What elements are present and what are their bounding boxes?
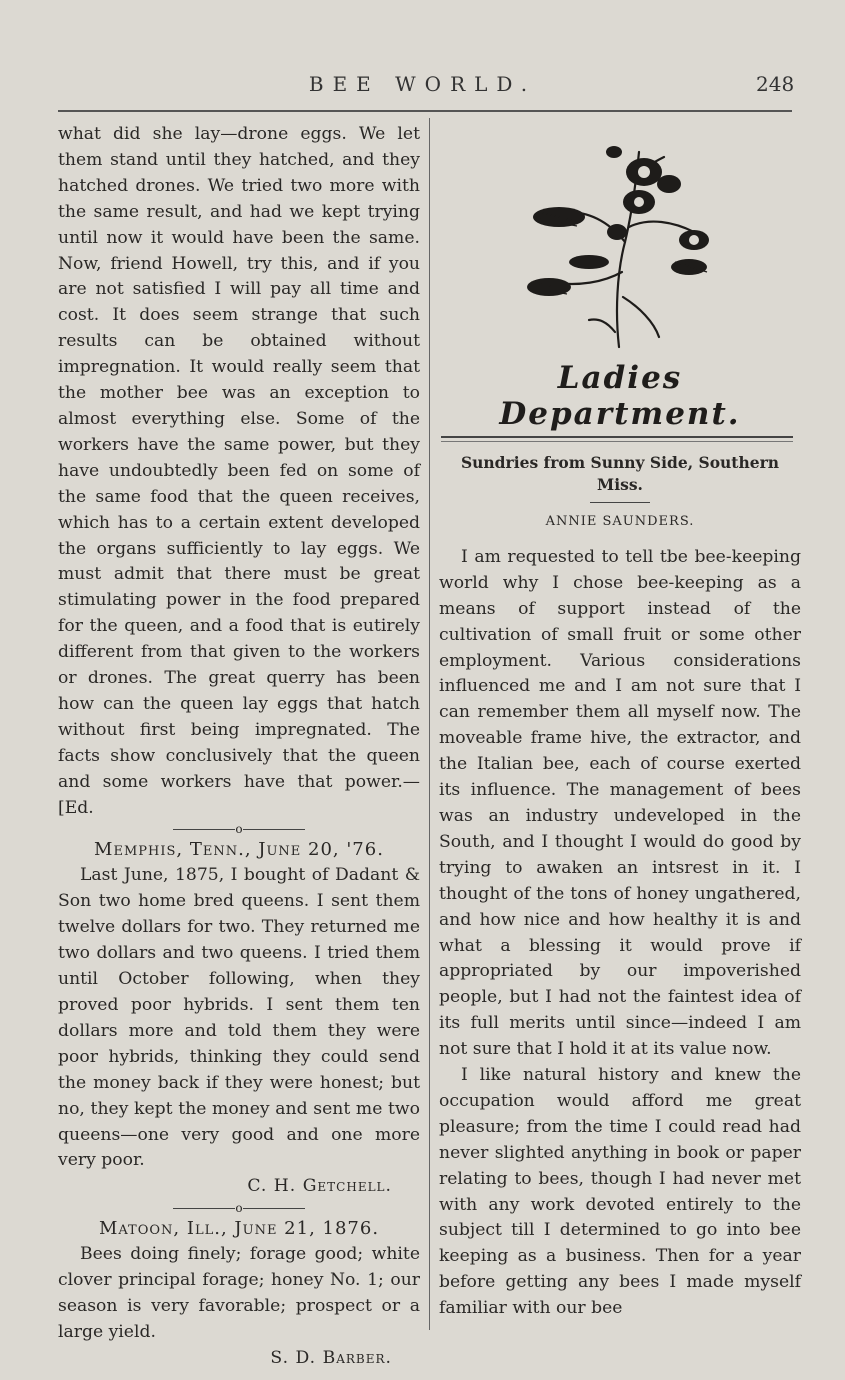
letter-signature: S. D. Barber.: [270, 1347, 392, 1368]
short-rule: [590, 502, 650, 503]
letter-body: Bees doing finely; forage good; white clover principal forage; honey No. 1; our season is very favorable; prospect or a large yield.: [58, 1244, 420, 1342]
department-title: Ladies Department.: [499, 360, 741, 432]
article-paragraph: I like natural history and knew the occupation would afford me great pleasure; from the time I could read had never slighted anything in book or paper relating to bees, though I had never met with any work devoted entirely to the subject till I determined to go into bee keeping as a business. Then for a year before getting any bees I made myself familiar with our bee: [439, 1065, 801, 1319]
editor-note: what did she lay—drone eggs. We let them stand until they hatched, and they hatched drones. We tried two more with the same result, and had we kept trying until now it would have been the same. Now, friend Howell, try this, and if you are not satisfied I will pay all time and cost. It does seem strange that such results can be obtained without impregnation. It would really seem that the mother bee was an exception to almost everything else. Some of the workers have the same power, but they have undoubtedly been fed on some of the same food that the queen receives, which has to a certain extent developed the organs sufficiently to lay eggs. We must admit that there must be great stimulating power in the food prepared for the queen, and a food that is eutirely different from that given to the workers or drones. The great querry has been how can the queen lay eggs that hatch without first being impregnated. The facts show conclusively that the queen and some workers have that power.—[Ed.: [58, 124, 420, 818]
letter-heading: Matoon, Ill., June 21, 1876.: [98, 1218, 380, 1240]
article-paragraph: I am requested to tell tbe bee-keeping world why I chose bee-keeping as a means of support instead of the cultivation of small fruit or some other employment. Various considerations influenced me and I am not sure that I can remember them all myself now. The moveable frame hive, the extractor, and the Italian bee, each of course exerted its influence. The management of bees was an industry undeveloped in the South, and I thought I would do good by trying to awaken an intsrest in it. I thought of the tons of honey ungathered, and how nice and how healthy it is and what a blessing it would prove if appropriated by our impoverished people, but I had not the faintest idea of its full merits until since—indeed I am not sure that I hold it at its value now.: [439, 546, 801, 1060]
article-subtitle: Sundries from Sunny Side, Southern Miss.: [460, 453, 780, 494]
right-column: [439, 122, 801, 1322]
running-head-title: BEE WORLD.: [308, 72, 537, 96]
letter-signature: C. H. Getchell.: [247, 1176, 392, 1197]
header-rule: [58, 110, 792, 112]
page-number: 248: [756, 72, 795, 96]
letter-body: Last June, 1875, I bought of Dadant & Son two home bred queens. I sent them twelve dollars for two. They returned me two dollars and two queens. I tried them until October following, when they proved poor hybrids. I sent them ten dollars more and told them they were poor hybrids, thinking they could send the money back if they were honest; but no, they kept the money and sent me two queens—one very good and one more very poor.: [58, 865, 420, 1171]
letter-heading: Memphis, Tenn., June 20, '76.: [94, 839, 384, 861]
floral-ornament-illustration: [439, 122, 801, 360]
separator: o: [58, 1200, 420, 1216]
separator: o: [58, 821, 420, 837]
column-divider: [429, 118, 430, 1330]
left-column: [58, 122, 420, 1372]
article-author: ANNIE SAUNDERS.: [545, 514, 695, 529]
department-rule: [441, 436, 793, 442]
